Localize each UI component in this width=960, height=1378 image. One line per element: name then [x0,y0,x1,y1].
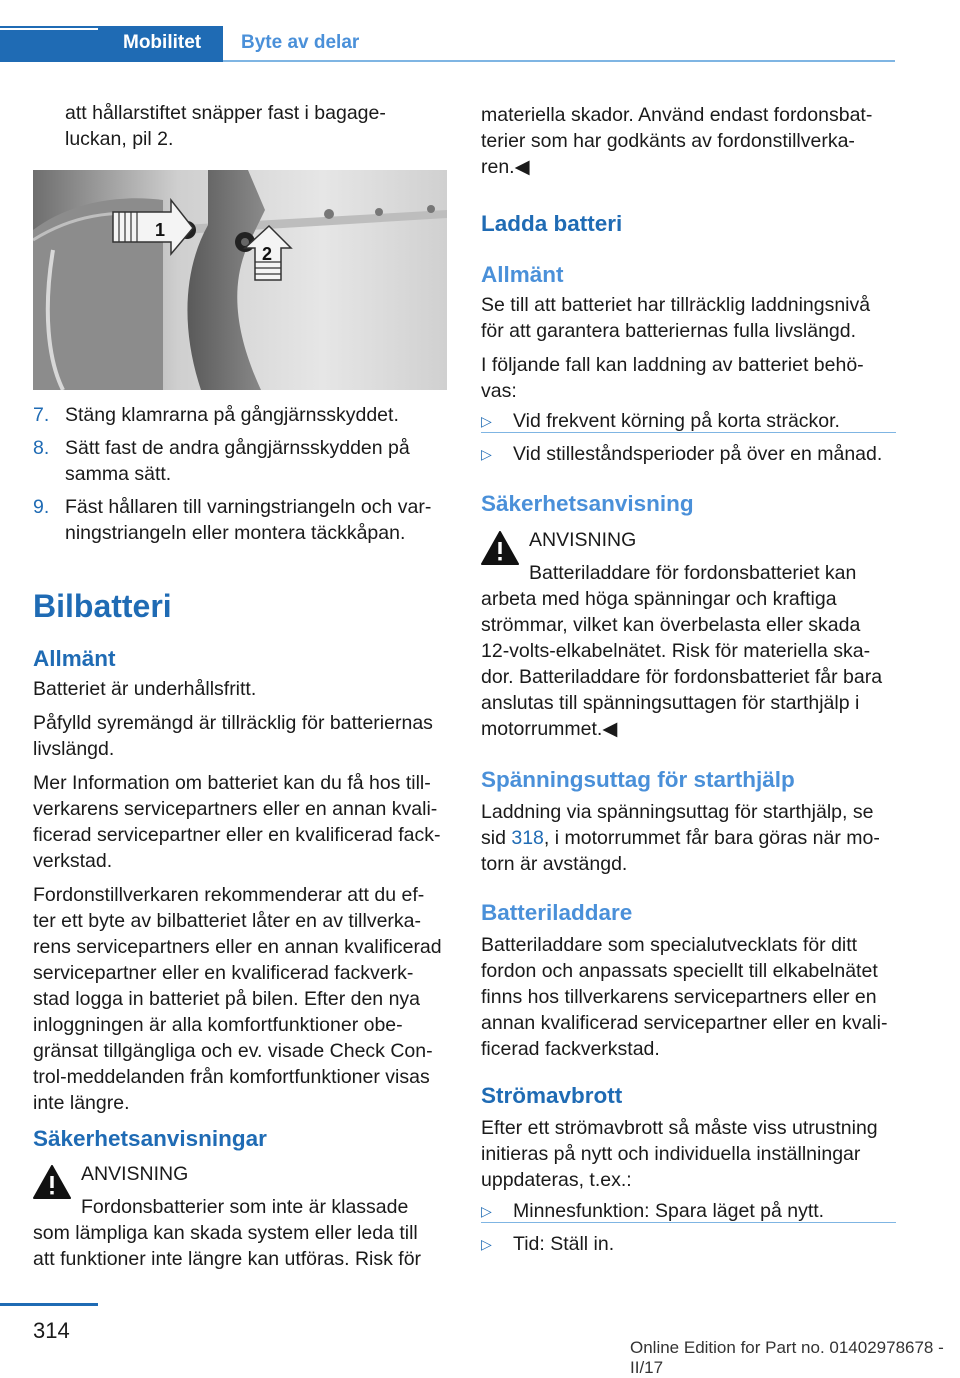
warning-triangle-icon [481,531,519,565]
trunk-hinge-illustration [33,170,447,390]
header-rule [223,60,895,62]
allmant-body: Batteriet är underhållsfritt. Påfylld syremängd är tillräcklig för batteriernas livslängd. Mer Information om batteriet kan du få hos till- verkarens servicepartners eller en annan kvali- ficerad servicepartner eller en kvalificerad fack- verkstad. Fordonstillverkaren rekommenderar att du ef- ter ett byte av bilbatteriet låter en av tillverka- rens servicepartners eller en annan kvalificerad servicepartner eller en kvalificerad fackverk- stad logga in batteriet på bilen. Efter den nya inloggningen är alla komfortfunktioner obe- gränsat tillgängliga och ev. visade Check Con- trol-meddelanden från komfortfunktioner visas inte längre. [33,678,442,1114]
allmant-subheading: Allmänt [481,262,564,287]
bullet-triangle-icon: ▷ [481,1203,492,1219]
footer-rule [0,1303,98,1306]
page-reference-link[interactable]: 318 [511,827,544,849]
header-section-label: Mobilitet [123,32,202,53]
step-item: 7. Stäng klamrarna på gångjärnsskyddet. [33,404,399,426]
charger-heading: Batteriladdare [481,900,633,925]
continued-text: materiella skador. Använd endast fordonsbat- terier som har godkänts av fordonstillverka- ren.◀ [481,104,873,178]
bullet-triangle-icon: ▷ [481,446,492,462]
trunk-hinge-figure [33,170,447,390]
list-divider [481,432,896,433]
step-list [33,402,448,546]
safety-heading-right: Säkerhetsanvisning [481,491,694,516]
intro-text: att hållarstiftet snäpper fast i bagage- luckan, pil 2. [65,102,386,150]
power-heading: Strömavbrott [481,1083,623,1108]
allmant-heading: Allmänt [33,646,116,671]
arrow-label-1: 1 [155,220,166,240]
warning-triangle-icon [33,1165,71,1199]
page-header [0,26,895,62]
header-chapter-label: Byte av delar [241,32,360,53]
socket-heading: Spänningsuttag för starthjälp [481,767,795,792]
list-item: ▷ Vid frekvent körning på korta sträckor. [481,410,840,432]
step-item: 8. Sätt fast de andra gångjärnsskydden på samma sätt. [33,437,410,485]
step-item: 9. Fäst hållaren till varningstriangeln och var- ningstriangeln eller montera täckkåpan. [33,496,432,544]
bullet-triangle-icon: ▷ [481,413,492,429]
section-title: Bilbatteri [33,588,172,624]
safety-heading: Säkerhetsanvisningar [33,1126,267,1151]
list-divider [481,1222,896,1223]
warning-label: ANVISNING [529,529,637,551]
arrow-label-2: 2 [262,244,273,264]
header-marker [0,28,98,30]
warning-label: ANVISNING [81,1163,189,1185]
list-item: ▷ Minnesfunktion: Spara läget på nytt. [481,1200,825,1222]
list-item: ▷ Tid: Ställ in. [481,1233,615,1255]
list-item: ▷ Vid stilleståndsperioder på över en månad. [481,443,883,465]
bullet-triangle-icon: ▷ [481,1236,492,1252]
socket-body: Laddning via spänningsuttag för starthjälp, se sid 318, i motorrummet får bara göras när mo- torn är avstängd. [481,801,880,875]
charger-body: Batteriladdare som specialutvecklats för ditt fordon och anpassats speciellt till elkabelnätet finns hos tillverkarens servicepartners eller en annan kvalificerad servicepartner eller en kvali- ficerad fackverkstad. [481,934,888,1060]
ladda-body: Se till att batteriet har tillräcklig laddningsnivå för att garantera batteriernas fulla livslängd. I följande fall kan laddning av batteriet behö- vas: [481,294,871,402]
ladda-heading: Ladda batteri [481,211,623,236]
edition-note: Online Edition for Part no. 01402978678 - II/17 [630,1338,944,1377]
page-number: 314 [33,1318,70,1343]
power-body: Efter ett strömavbrott så måste viss utrustning initieras på nytt och individuella inställningar uppdateras, t.ex.: [481,1117,878,1191]
